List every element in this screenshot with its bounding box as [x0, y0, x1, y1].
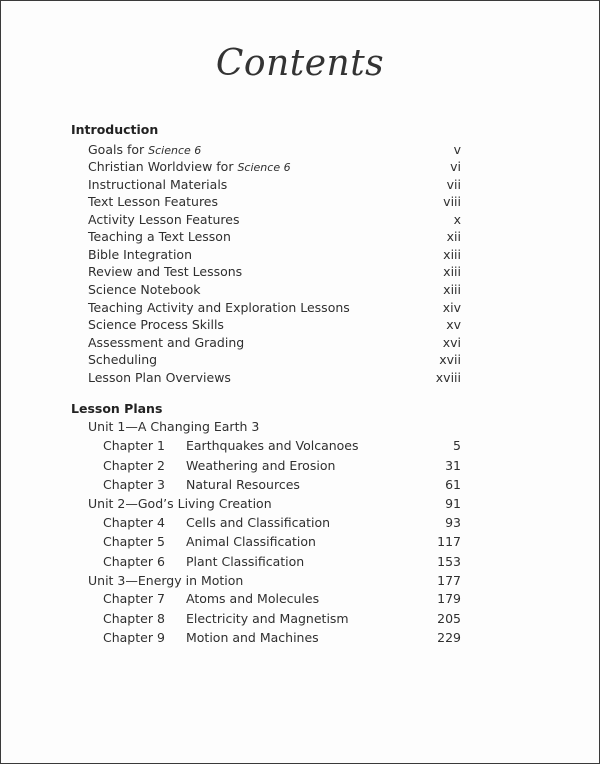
toc-page-number: 5	[453, 438, 461, 453]
toc-page-number: vii	[446, 177, 461, 192]
chapter-title: Motion and Machines	[186, 630, 319, 645]
toc-page-number: 31	[445, 458, 461, 473]
chapter-number: Chapter 2	[103, 458, 165, 473]
chapter-title: Earthquakes and Volcanoes	[186, 438, 359, 453]
chapter-number: Chapter 4	[103, 515, 165, 530]
toc-page-number: v	[453, 142, 461, 157]
chapter-title: Plant Classification	[186, 554, 305, 569]
toc-page-number: 61	[445, 477, 461, 492]
chapter-number: Chapter 8	[103, 611, 165, 626]
toc-entry-label: Lesson Plan Overviews	[88, 370, 231, 385]
toc-entry-label: Teaching Activity and Exploration Lessons	[88, 300, 350, 315]
chapter-number: Chapter 7	[103, 591, 165, 606]
toc-page-number: xii	[446, 229, 461, 244]
chapter-title: Animal Classification	[186, 534, 316, 549]
toc-entry-label: Science Process Skills	[88, 317, 224, 332]
chapter-number: Chapter 5	[103, 534, 165, 549]
chapter-number: Chapter 9	[103, 630, 165, 645]
toc-entry-label: Review and Test Lessons	[88, 264, 243, 279]
toc-page-number: 117	[437, 534, 461, 549]
toc-page-number: xiv	[442, 300, 461, 315]
toc-page-number: 177	[437, 573, 461, 588]
toc-page-number: x	[453, 212, 461, 227]
toc-entry-label: Instructional Materials	[88, 177, 228, 192]
toc-entry-label: Activity Lesson Features	[88, 212, 240, 227]
unit-label: Unit 3—Energy in Motion	[88, 573, 244, 588]
chapter-title: Electricity and Magnetism	[186, 611, 349, 626]
toc-page-number: 179	[437, 591, 461, 606]
toc-page-number: xiii	[443, 282, 461, 297]
toc-page-number: 229	[437, 630, 461, 645]
page-title: Contents	[215, 43, 385, 84]
toc-page-number: xiii	[443, 264, 461, 279]
toc-page-number: 153	[437, 554, 461, 569]
unit-label: Unit 2—God’s Living Creation	[88, 496, 272, 511]
lesson-plans-heading: Lesson Plans	[71, 401, 163, 416]
toc-page-number: 93	[445, 515, 461, 530]
toc-page-number: vi	[450, 159, 461, 174]
chapter-title: Weathering and Erosion	[186, 458, 336, 473]
toc-page-number: viii	[443, 194, 461, 209]
toc-page-number: xv	[446, 317, 461, 332]
chapter-number: Chapter 1	[103, 438, 165, 453]
toc-entry-label: Science Notebook	[88, 282, 201, 297]
toc-entry-label: Teaching a Text Lesson	[88, 229, 231, 244]
toc-entry-label: Scheduling	[88, 352, 158, 367]
toc-entry-label: Assessment and Grading	[88, 335, 245, 350]
toc-page-number: xvii	[439, 352, 461, 367]
chapter-title: Atoms and Molecules	[186, 591, 320, 606]
toc-page-number: xviii	[435, 370, 461, 385]
toc-page-number: 91	[445, 496, 461, 511]
toc-entry-label: Goals for Science 6	[88, 142, 202, 157]
toc-entry-label: Christian Worldview for Science 6	[88, 159, 291, 174]
toc-entry-label: Bible Integration	[88, 247, 192, 262]
toc-page-number: xiii	[443, 247, 461, 262]
toc-page-number: 205	[437, 611, 461, 626]
chapter-number: Chapter 6	[103, 554, 165, 569]
chapter-title: Cells and Classification	[186, 515, 331, 530]
chapter-number: Chapter 3	[103, 477, 165, 492]
chapter-title: Natural Resources	[186, 477, 300, 492]
toc-page-number: xvi	[442, 335, 461, 350]
toc-entry-label: Text Lesson Features	[88, 194, 219, 209]
unit-label: Unit 1—A Changing Earth 3	[88, 419, 260, 434]
introduction-heading: Introduction	[71, 122, 159, 137]
